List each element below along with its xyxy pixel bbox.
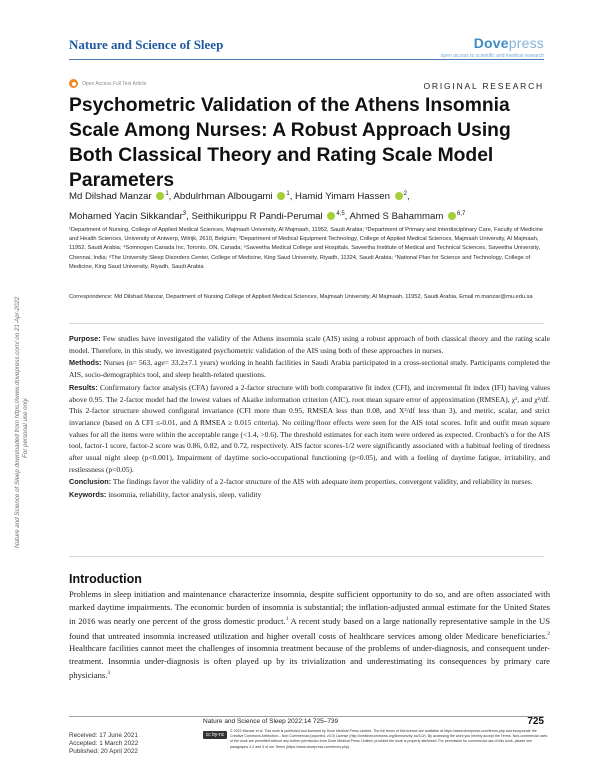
orcid-icon[interactable] [448, 212, 456, 220]
abstract-label: Results: [69, 382, 98, 392]
intro-text: Healthcare facilities cannot meet the challenges of insomnia treatment because of the problems of under-diagnosis, and consequent under-treatment. Insomnia under-diagnosis is often played up by its trivialization and underestimating its consequences by primary care physicians. [69, 643, 550, 681]
author-name: Mohamed Yacin Sikkandar [69, 210, 183, 222]
paper-title: Psychometric Validation of the Athens Insomnia Scale Among Nurses: A Robust Approach Using Both Classical Theory and Rating Scale Model Parameters [69, 95, 511, 191]
dovepress-wordmark [441, 35, 544, 51]
author-name: Seithikurippu R Pandi-Perumal [191, 210, 323, 222]
watermark-line: For personal use only. [22, 397, 29, 458]
author-name: Abdulrhman Albougami [173, 191, 273, 202]
author-list [69, 186, 549, 225]
abstract-keywords [69, 489, 550, 501]
orcid-icon[interactable] [277, 192, 285, 200]
citation-ref[interactable]: 1 [285, 616, 289, 623]
author-affil-ref: 3 [182, 210, 187, 217]
publisher-sub: press [508, 35, 544, 51]
abstract-text: Confirmatory factor analysis (CFA) favored a 2-factor structure with both comparative fit index (CFI), and incremental fit index (IFI) having values above 0.95. The 2-factor model had the lowest values of Akaike information criterion (AIC), root mean square error of approximation (RMSEA), χ², and χ²/df. This 2-factor structure showed configural invariance (CFI more than 0.95, RMSEA less than 0.08, and X²/df less than 3), and metric, scalar, and strict invariance (based on Δ CFI ≤-0.01, and Δ RMSEA ≥ 0.015 criteria). No ceiling/floor effects were seen for the AIS total scores. Infit and outfit mean square values for all the items were within the acceptable range (<1.4, >0.6). The threshold estimates for each item were ordered as expected. Cronbach's α for the AIS tool, factor-1 score, factor-2 score was 0.86, 0.82, and 0.72, respectively. AIS factor scores-1/2 were significantly associated with a habitual feeling of tiredness after usual night sleep (p<0.001), Impairment of daytime socio-occupational functioning (p<0.05), and with a feeling of daytime fatigue, irritability, and restlessness (p<0.05). [69, 382, 550, 474]
abstract-text: The findings favor the validity of a 2-factor structure of the AIS with adequate item properties, convergent validity, and reliability in nurses. [112, 477, 533, 487]
download-watermark [14, 188, 30, 548]
abstract-label: Conclusion: [69, 477, 112, 487]
abstract-results [69, 382, 550, 476]
publisher-logo[interactable] [441, 35, 544, 59]
author-affil-ref: 1 [165, 191, 169, 197]
author-name: Ahmed S Bahammam [349, 210, 444, 222]
section-heading-introduction: Introduction [69, 572, 142, 586]
abstract-text: insomnia, reliability, factor analysis, sleep, validity [108, 490, 262, 500]
affiliations: ¹Department of Nursing, College of Applied Medical Sciences, Majmaah University, Al Majmaah, 11952, Saudi Arabia; ²Department of Primary and Interdisciplinary Care, Faculty of Medicine and Health Sciences, University of Antwerp, Wilrijk, 2610, Belgium; ³Department of Medical Equipment Technology, College of Applied Medical Sciences, Majmaah University, Al Majmaah, 11952, Saudi Arabia; ⁴Somnogen Canada Inc, Toronto, ON, Canada; ⁵Saveetha Medical College and Hospitals, Saveetha Institute of Medical and Technical Sciences, Saveetha University, Chennai, India; ⁶The University Sleep Disorders Center, College of Medicine, King Saud University, Riyadh, 11324, Saudi Arabia; ⁷National Plan for Science and Technology, College of Medicine, King Saud University, Riyadh, Saudi Arabia [69, 227, 543, 270]
author[interactable]: Hamid Yimam Hassen $^2$, [295, 191, 410, 202]
intro-text: A recent study based on a large nationally representative sample in the US found that untreated insomnia increased utilization and higher overall costs of healthcare services among older Medicare beneficiaries. [69, 616, 550, 641]
author-affil-ref: 2 [403, 191, 407, 197]
author-affil-ref: 4,5 [336, 210, 345, 217]
abstract-purpose [69, 333, 550, 356]
header-divider [69, 59, 544, 60]
author-affil-ref: 6,7 [457, 210, 466, 217]
intro-text: Problems in sleep initiation and maintenance characterize insomnia, despite sufficient opportunity to do so, and are often associated with marked daytime impairments. The economic burden of insomnia is substantial; the inflation-adjusted annual estimate for the United States in 2016 was nearly one percent of the gross domestic product. [69, 589, 550, 627]
citation-ref[interactable]: 3 [107, 670, 111, 677]
author[interactable]: Abdulrhman Albougami $^1$, [173, 191, 296, 202]
abstract-label: Methods: [69, 358, 102, 368]
introduction-paragraph [69, 588, 550, 682]
section-divider [69, 556, 544, 557]
abstract-label: Purpose: [69, 334, 101, 343]
received-date: Received: 17 June 2021 [69, 732, 138, 739]
open-access-text: Open Access Full Text Article [82, 80, 147, 87]
abstract [69, 333, 550, 502]
author[interactable]: Md Dilshad Manzar $^1$, [69, 191, 174, 202]
correspondence: Correspondence: Md Dilshad Manzar, Department of Nursing College of Applied Medical Sciences, Majmaah University, Al Majmaah, 11952, Saudi Arabia, Email m.manzar@mu.edu.sa [69, 294, 533, 300]
section-divider [69, 323, 544, 324]
author-affil-ref: 1 [286, 191, 290, 197]
abstract-text: Few studies have investigated the validity of the Athens insomnia scale (AIS) using a robust approach of both classical theory and the rating scale model. Therefore, in this study, we investigated psychometric validation of the AIS using both of these approaches in nurses. [69, 334, 550, 355]
cc-license-badge[interactable]: cc by-nc [203, 731, 227, 739]
publisher-main: Dove [473, 35, 509, 51]
open-access-icon [69, 79, 78, 88]
published-date: Published: 20 April 2022 [69, 748, 138, 755]
abstract-conclusion [69, 476, 550, 488]
watermark-line: Nature and Science of Sleep downloaded from https://www.dovepress.com/ on 21-Apr-2022 [14, 296, 21, 548]
footer-divider [69, 716, 544, 717]
author[interactable]: Mohamed Yacin Sikkandar$^3$, [69, 210, 192, 222]
orcid-icon[interactable] [156, 192, 164, 200]
abstract-methods [69, 357, 550, 380]
orcid-icon[interactable] [327, 212, 335, 220]
orcid-icon[interactable] [395, 192, 403, 200]
journal-name[interactable]: Nature and Science of Sleep [69, 37, 224, 52]
abstract-label: Keywords: [69, 490, 107, 500]
citation-ref[interactable]: 2 [547, 630, 550, 637]
open-access-label [69, 79, 146, 88]
author-name: Hamid Yimam Hassen [295, 191, 390, 202]
license-text: © 2022 Manzar et al. This work is published and licensed by Dove Medical Press Limited. The full terms of this license are available at https://www.dovepress.com/terms.php and incorporate the Creative Commons Attribution – Non Commercial (unported, v3.0) License (http://creativecommons.org/licenses/by-nc/3.0/). By accessing the work you hereby accept the Terms. Non-commercial uses of the work are permitted without any further permission from Dove Medical Press Limited, provided the work is properly attributed. For permission for commercial use of this work, please see paragraphs 4.2 and 5 of our Terms (https://www.dovepress.com/terms.php). [230, 729, 548, 749]
author[interactable] [349, 211, 465, 222]
author[interactable]: Seithikurippu R Pandi-Perumal $^{4,5}$, [191, 210, 350, 222]
abstract-text: Nurses (n= 563, age= 33.2±7.1 years) working in health facilities in Saudi Arabia participated in a cross-sectional study. Participants completed the AIS, socio-demographics tool, and sleep health-related questions. [69, 358, 550, 380]
article-type: ORIGINAL RESEARCH [423, 81, 544, 91]
page-number: 725 [527, 716, 544, 727]
article-dates [69, 732, 138, 756]
author-name: Md Dilshad Manzar [69, 191, 152, 202]
journal-citation: Nature and Science of Sleep 2022:14 725–739 [203, 718, 339, 725]
accepted-date: Accepted: 1 March 2022 [69, 740, 139, 747]
publisher-tagline: open access to scientific and medical research [440, 53, 544, 59]
